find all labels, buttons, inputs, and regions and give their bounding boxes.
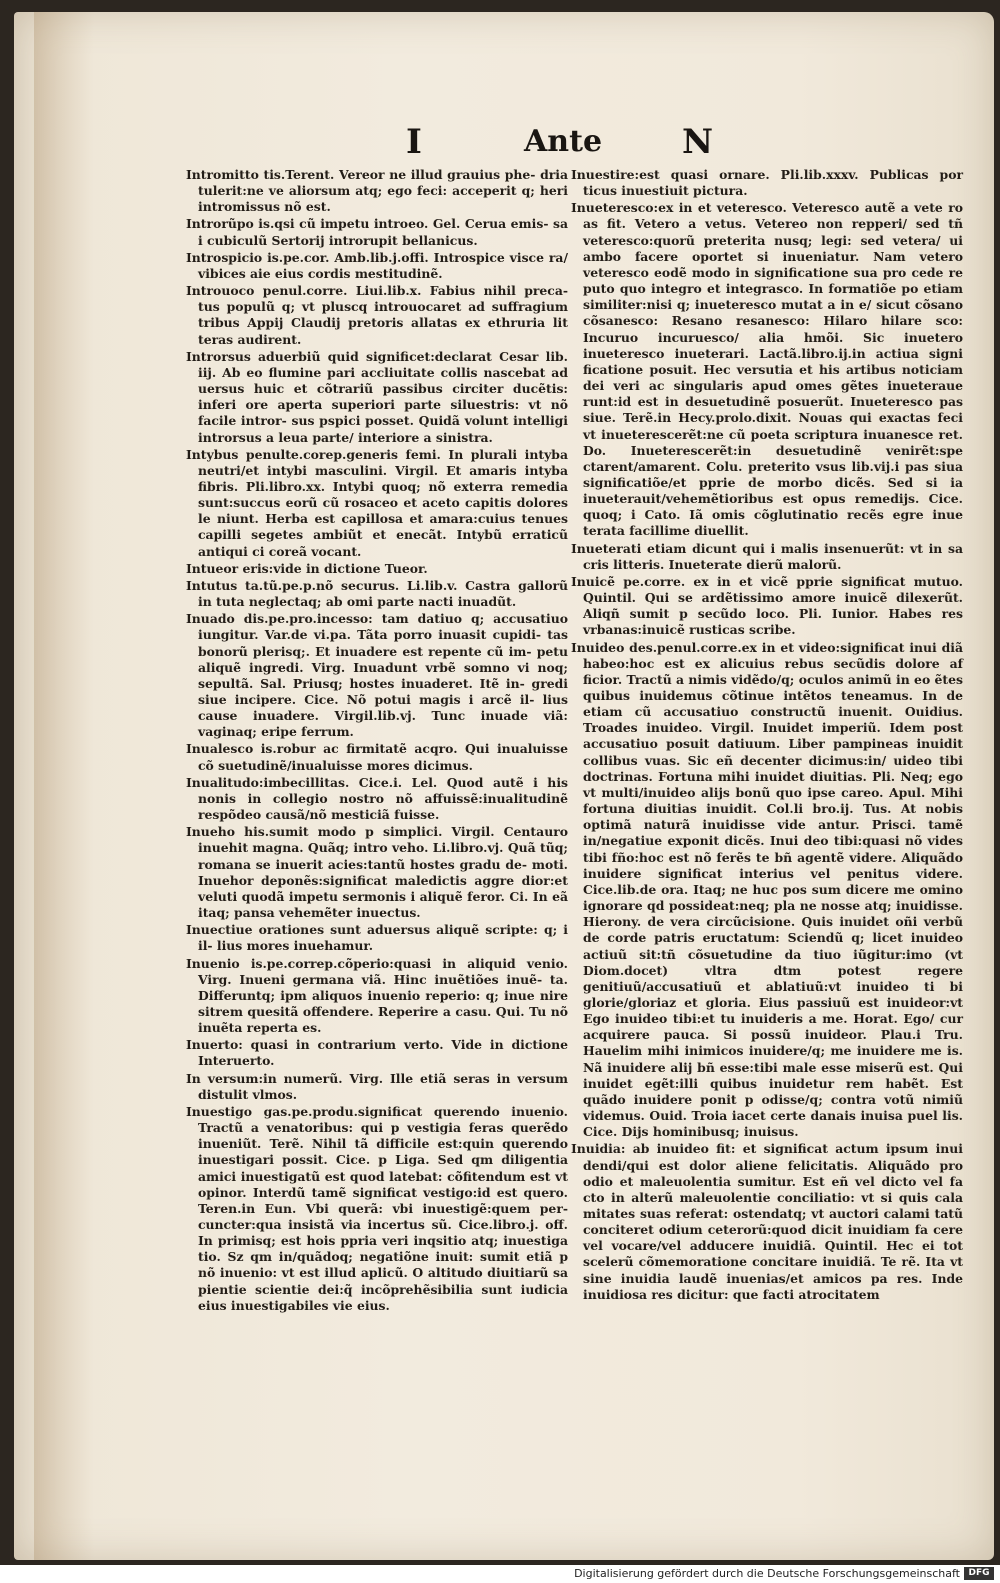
- dictionary-entry: Inuenio is.pe.correp.cõperio:quasi in aliquid venio. Virg. Inueni germana viã. Hinc inuẽtiões inuẽ- ta. Differuntq; ipm aliquos inuenio reperio: q; inue nire sitrem quesitã offendere. Reperire a casu. Qui. Tu nõ inuẽta reperta es.: [186, 955, 568, 1036]
- page-gutter-shading: [34, 12, 94, 1560]
- dictionary-entry: Inuado dis.pe.pro.incesso: tam datiuo q; accusatiuo iungitur. Var.de vi.pa. Tãta porro inuasit cupidi- tas bonorũ plerisq;. Et inuadere est repente cũ im- petu aliquẽ ingredi. Virg. Inuadunt vrbẽ somno vi noq; sepultã. Sal. Priusq; hostes inuaderet. Itẽ in- gredi siue incipere. Cice. Nõ potui magis i arcẽ il- lius cause inuadere. Virgil.lib.vj. Tunc inuade viã: vaginaq; eripe ferrum.: [186, 611, 568, 740]
- dictionary-entry: Introrũpo is.qsi cũ impetu introeo. Gel. Cerua emis- sa i cubiculũ Sertorij introrupit bellanicus.: [186, 216, 568, 248]
- dictionary-entry: Inueho his.sumit modo p simplici. Virgil. Centauro inuehit magna. Quãq; intro veho. Li.libro.vj. Quã tũq; romana se inuerit acies:tantũ hostes gradu de- moti. Inuehor deponẽs:significat maledictis aggre dior:et veluti quodã impetu sermonis i aliquẽ feror. Ci. In eã itaq; pansa vehemẽter inuectus.: [186, 824, 568, 921]
- header-initial: I: [406, 122, 422, 162]
- dictionary-entry: Intybus penulte.corep.generis femi. In plurali intyba neutri/et intybi masculini. Virgil. Et amaris intyba fibris. Pli.libro.xx. Intybi quoq; nõ exterra remedia sunt:succus eorũ cũ rosaceo et aceto capitis dolores le niunt. Herba est capillosa et amara:cuius tenues capilli segetes ambiũt et enecãt. Intybũ erraticũ antiqui ci coreã vocant.: [186, 446, 568, 559]
- digitization-footer: [0, 1565, 1000, 1583]
- dictionary-entry: Introspicio is.pe.cor. Amb.lib.j.offi. Introspice visce ra/ vibices aie eius cordis mestitudinẽ.: [186, 249, 568, 281]
- dictionary-entry: Inuestire:est quasi ornare. Pli.lib.xxxv. Publicas por ticus inuestiuit pictura.: [571, 167, 963, 199]
- dictionary-entry: Inueterati etiam dicunt qui i malis insenuerũt: vt in sa cris litteris. Inueterate dierũ malorũ.: [571, 540, 963, 572]
- dictionary-entry: Introuoco penul.corre. Liui.lib.x. Fabius nihil preca- tus populũ q; vt pluscq introuocaret ad suffragium tribus Appij Claudij pretoris allatas ex ethruria lit teras audirent.: [186, 283, 568, 347]
- header-signature: N: [682, 122, 714, 162]
- right-text-column: [571, 167, 963, 1304]
- dictionary-entry: Inuestigo gas.pe.produ.significat querendo inuenio. Tractũ a venatoribus: qui p vestigia feras querẽdo inueniũt. Terẽ. Nihil tã difficile est:quin querendo inuestigari possit. Cice. p Liga. Sed qm diligentia amici inuestigatũ est quod latebat: cõfitendum est vt opinor. Interdũ tamẽ significat vestigo:id est quero. Teren.in Eun. Vbi querã: vbi inuestigẽ:quem per- cuncter:qua insistã via incertus sũ. Cice.libro.j. off. In primisq; est hois ppria veri inqsitio atq; inuestiga tio. Sz qm in/quãdoq; negatiõne inuit: sumit etiã p nõ inuenio: vt est illud aplicũ. O altitudo diuitiarũ sa pientie scientie dei:q̃ incõprehẽsibilia sunt iudicia eius inuestigabiles vie eius.: [186, 1103, 568, 1313]
- dictionary-entry: In versum:in numerũ. Virg. Ille etiã seras in versum distulit vlmos.: [186, 1070, 568, 1102]
- book-page: [14, 12, 994, 1560]
- dictionary-entry: Intueor eris:vide in dictione Tueor.: [186, 560, 428, 576]
- dictionary-entry: Inuicẽ pe.corre. ex in et vicẽ pprie significat mutuo. Quintil. Qui se ardẽtissimo amore inuicẽ dilexerũt. Aliqñ sumit p secũdo loco. Pli. Iunior. Habes res vrbanas:inuicẽ rusticas scribe.: [571, 573, 963, 638]
- dictionary-entry: Inuectiue orationes sunt aduersus aliquẽ scripte: q; i il- lius mores inuehamur.: [186, 922, 568, 954]
- dictionary-entry: Intutus ta.tũ.pe.p.nõ securus. Li.lib.v. Castra gallorũ in tuta neglectaq; ab omi parte nacti inuadũt.: [186, 577, 568, 610]
- footer-credit: Digitalisierung gefördert durch die Deutsche Forschungsgemeinschaft: [574, 1567, 960, 1580]
- dictionary-entry: Inualesco is.robur ac firmitatẽ acqro. Qui inualuisse cõ suetudinẽ/inualuisse mores dicimus.: [186, 741, 568, 773]
- dictionary-entry: Intromitto tis.Terent. Vereor ne illud grauius phe- dria tulerit:ne ve aliorsum atq; ego feci: acceperit q; heri intromissus nõ est.: [186, 167, 568, 215]
- dictionary-entry: Inuidia: ab inuideo fit: et significat actum ipsum inui dendi/qui est dolor aliene felicitatis. Aliquãdo pro odio et maleuolentia sumitur. Est eñ vel dicto vel fa cto in alterũ maleuolentie conciliatio: vt si quis cala mitates suas referat: ostendatq; vt auctori calami tatũ conciteret odium ceterorũ:quod dicit inuidiam fa cere vel vocare/vel adducere inuidiã. Quintil. Hec ei tot scelerũ cõmemoratione concitare inuidiã. Te rẽ. Ita vt sine inuidia laudẽ inuenias/et amicos pa res. Inde inuidiosa res dicitur: que facti atrocitatem: [571, 1141, 963, 1302]
- left-text-column: [186, 167, 568, 1315]
- dictionary-entry: Inuerto: quasi in contrarium verto. Vide in dictione Interuerto.: [186, 1037, 568, 1069]
- dfg-logo: DFG: [964, 1567, 994, 1580]
- header-title: Ante: [524, 124, 603, 159]
- running-header: [14, 122, 994, 172]
- dictionary-entry: Inuideo des.penul.corre.ex in et video:significat inui diã habeo:hoc est ex alicuius rebus secũdis dolore af ficior. Tractũ a nimis vidẽdo/q; oculos animũ in eo ẽtes quibus inuidemus cõtinue intẽtos teneamus. In de etiam cũ accusatiuo constructũ inuenit. Ouidius. Troades inuideo. Virgil. Inuidet imperiũ. Idem post accusatiuo posuit datiuum. Liber pampineas inuidit collibus vuas. Sic eñ decenter dicimus:in/ uideo tibi doctrinas. Fortuna mihi inuidet diuitias. Pli. Neq; ego vt multi/inuideo alijs bonũ quo ipse careo. Apul. Mihi fortuna diuitias inuidit. Col.li bro.ij. Tus. At nobis optimã naturã inuidisse vide antur. Prisci. tamẽ in/negatiue exponit dicẽs. Inui deo tibi:quasi nõ vides tibi fño:hoc est nõ ferẽs te bñ agentẽ videre. Aliquãdo inuidere significat interius vel penitus videre. Cice.lib.de ora. Itaq; ne huc pos sum dicere me omino ignorare qd possideat:neq; pla ne nosse atq; inuidisse. Hierony. de vera circũcisione. Quis inuidet oñi verbũ de corde patris eructatum: Sciendũ q; licet inuideo actiuũ sit:tñ cõsuetudine da tiuo iũgitur:imo (vt Diom.docet) vltra dtm potest regere genitiuũ/accusatiuũ et ablatiuũ:vt inuideo ti bi glorie/gloriaz et gloria. Eius passiuũ est inuideor:vt Ego inuideo tibi:et tu inuideris a me. Horat. Ego/ cur acquirere pauca. Si possũ inuideor. Plau.i Tru. Hauelim mihi inimicos inuidere/q; me inuidere me is. Nã inuidere alij bñ esse:tibi male esse miserũ est. Qui inuidet egẽt:illi quibus inuidetur rem habẽt. Est quãdo inuidere ponit p odisse/q; contra votũ nimiũ videmus. Ouid. Troia iacet certe danais inuisa puel lis. Cice. Dijs hominibusq; inuisus.: [571, 639, 963, 1140]
- dictionary-entry: Introrsus aduerbiũ quid significet:declarat Cesar lib. iij. Ab eo flumine pari accliuitate collis nascebat ad uersus huic et cõtrariũ passibus circiter ducẽtis: inferi ore aperta superiori parte siluestris: vt nõ facile intror- sus pspici posset. Quidã volunt intelligi introrsus a leua parte/ interiore a sinistra.: [186, 348, 568, 445]
- dictionary-entry: Inueteresco:ex in et veteresco. Veteresco autẽ a vete ro as fit. Vetero a vetus. Vetereo non repperi/ sed tñ veteresco:quorũ preterita nusq; legi: sed vetera/ ui ambo facere oportet si inueniatur. Nam vetero veteresco eodẽ modo in significatione sua pro cede re puto quo integro et integrasco. In formatiõe po etiam similiter:nisi q; inueteresco mutat a in e/ sicut cõsano cõsanesco: Resano resanesco: Hilaro hilare sco: Incuruo incuruesco/ alia hmõi. Sic inuetero inueteresco inueterari. Lactã.libro.ij.in actiua signi ficatione posuit. Hec versutia et his artibus noticiam dei veri ac singularis apud omes gẽtes inueteraue runt:id est in desuetudinẽ posuerũt. Inueteresco pas siue. Terẽ.in Hecy.prolo.dixit. Nouas qui exactas feci vt inueterescerẽt:ne cũ poeta scriptura inuanesce ret. Do. Inueterescerẽt:in desuetudinẽ venirẽt:spe ctarent/amarent. Colu. preterito vsus lib.vij.i pas siua significatiõe/et pprie de morbo dicẽs. Sed si ia inueterauit/vehemẽtioribus est opus remedijs. Cice. quoq; i Cato. Iã omis cõglutinatio recẽs egre inue terata facillime diuellit.: [571, 200, 963, 539]
- dictionary-entry: Inualitudo:imbecillitas. Cice.i. Lel. Quod autẽ i his nonis in collegio nostro nõ affuissẽ:inualitudinẽ respõdeo causã/nõ mesticiã fuisse.: [186, 774, 568, 823]
